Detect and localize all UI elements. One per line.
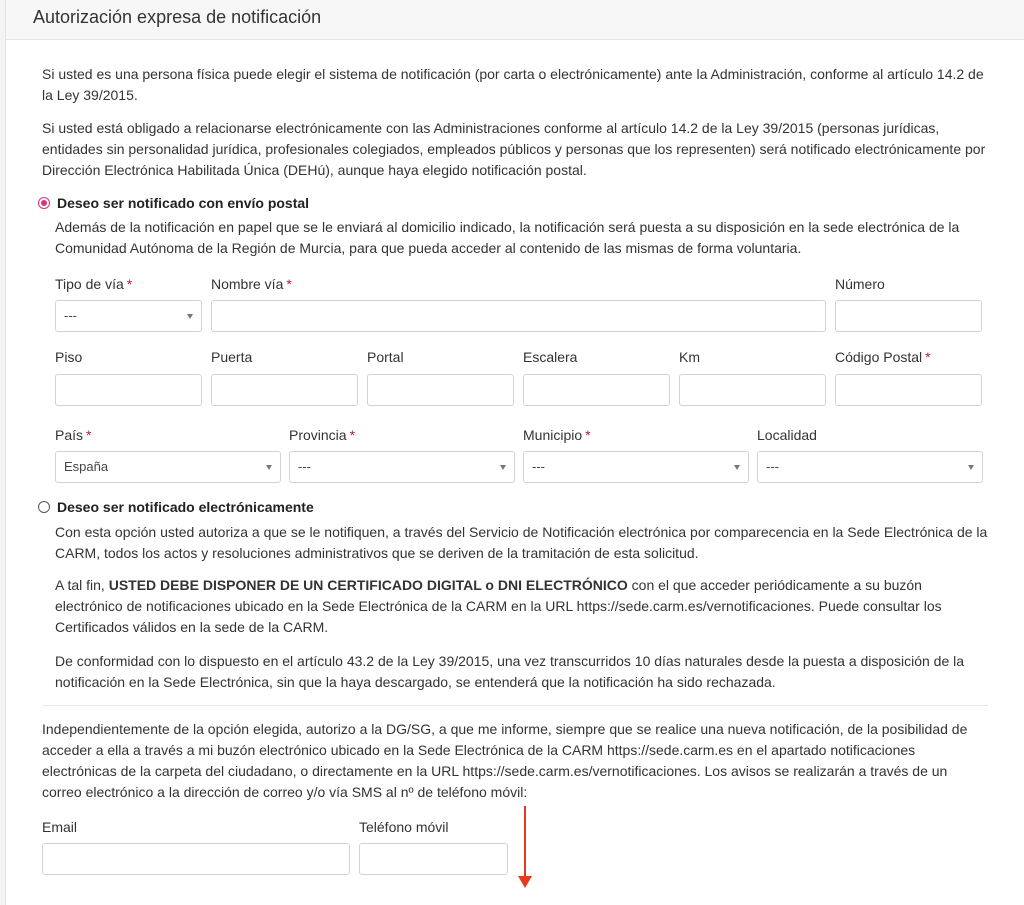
pais-label: País * (55, 427, 92, 443)
electronic-option-label: Deseo ser notificado electrónicamente (57, 499, 314, 515)
piso-label: Piso (55, 349, 83, 365)
postal-radio[interactable] (38, 197, 50, 209)
certificate-warning: USTED DEBE DISPONER DE UN CERTIFICADO DIGITAL o DNI ELECTRÓNICO (108, 577, 628, 593)
electronic-option[interactable] (38, 499, 314, 515)
page-title: Autorización expresa de notificación (33, 7, 322, 27)
municipio-select[interactable] (523, 451, 749, 483)
codigo-postal-label: Código Postal * (835, 349, 931, 365)
puerta-label: Puerta (211, 349, 253, 365)
divider (42, 705, 988, 706)
numero-input[interactable] (835, 300, 982, 332)
caret-down-icon (968, 465, 974, 470)
required-mark: * (585, 427, 591, 443)
provincia-select[interactable] (289, 451, 515, 483)
pais-select[interactable] (55, 451, 281, 483)
nombre-via-label: Nombre vía * (211, 276, 292, 292)
portal-label: Portal (367, 349, 404, 365)
email-label: Email (42, 819, 78, 835)
required-mark: * (86, 427, 92, 443)
aviso-paragraph: Independientemente de la opción elegida, autorizo a la DG/SG, a que me informe, siempre que se realice una nueva notificación, de la posibilidad de acceder a ella a través a mi buzón electrónico ubicado en la Sede Electrónica de la CARM https://sede.carm.es en el apartado notificaciones electrónicas de la carpeta del ciudadano, o directamente en la URL https://sede.carm.es/vernotificaciones. Los avisos se realizarán a través de un correo electrónico a la dirección de correo y/o vía SMS al nº de teléfono móvil: (42, 721, 968, 800)
municipio-label: Municipio * (523, 427, 591, 443)
localidad-select[interactable] (757, 451, 983, 483)
required-mark: * (286, 276, 292, 292)
municipio-value: --- (532, 459, 545, 474)
red-arrow-down-icon (524, 806, 526, 878)
km-input[interactable] (679, 374, 826, 406)
caret-down-icon (734, 465, 740, 470)
required-mark: * (126, 276, 133, 292)
electronic-paragraph-3: De conformidad con lo dispuesto en el artículo 43.2 de la Ley 39/2015, una vez transcurridos 10 días naturales desde la puesta a disposición de la notificación en la Sede Electrónica, sin que la haya descargado, se entenderá que la notificación ha sido rechazada. (55, 653, 965, 690)
postal-description: Además de la notificación en papel que se le enviará al domicilio indicado, la notificación será puesta a su disposición en la sede electrónica de la Comunidad Autónoma de la Región de Murcia, para que pueda acceder al contenido de las mismas de forma voluntaria. (55, 219, 960, 256)
notification-panel (5, 0, 1024, 905)
codigo-postal-input[interactable] (835, 374, 982, 406)
intro-paragraph-1: Si usted es una persona física puede elegir el sistema de notificación (por carta o electrónicamente) ante la Administración, conforme al artículo 14.2 de la Ley 39/2015. (42, 66, 984, 103)
red-arrow-head-icon (518, 876, 532, 888)
required-mark: * (349, 427, 356, 443)
caret-down-icon (500, 465, 506, 470)
pais-value: España (64, 459, 109, 474)
panel-header (6, 0, 1024, 40)
nombre-via-input[interactable] (211, 300, 826, 332)
telefono-input[interactable] (359, 843, 508, 875)
tipo-via-label: Tipo de vía * (55, 276, 133, 292)
portal-input[interactable] (367, 374, 514, 406)
tipo-via-value: --- (64, 308, 77, 323)
puerta-input[interactable] (211, 374, 358, 406)
postal-option[interactable] (38, 195, 309, 211)
caret-down-icon (266, 465, 272, 470)
km-label: Km (679, 349, 700, 365)
escalera-input[interactable] (523, 374, 670, 406)
intro-paragraph-2: Si usted está obligado a relacionarse electrónicamente con las Administraciones conforme al artículo 14.2 de la Ley 39/2015 (personas jurídicas, entidades sin personalidad jurídica, profesionales colegiados, empleados públicos y personas que los representen) será notificado electrónicamente por Dirección Electrónica Habilitada Única (DEHú), aunque haya elegido notificación postal. (42, 120, 986, 178)
electronic-paragraph-1: Con esta opción usted autoriza a que se le notifiquen, a través del Servicio de Notificación electrónica por comparecencia en la Sede Electrónica de la CARM, todos los actos y resoluciones administrativos que se deriven de la tramitación de esta solicitud. (55, 524, 988, 561)
required-mark: * (925, 349, 931, 365)
piso-input[interactable] (55, 374, 202, 406)
tipo-via-select[interactable] (55, 300, 202, 332)
provincia-label: Provincia * (289, 427, 356, 443)
email-input[interactable] (42, 843, 350, 875)
postal-option-label: Deseo ser notificado con envío postal (57, 195, 310, 211)
electronic-paragraph-2: A tal fin, USTED DEBE DISPONER DE UN CERTIFICADO DIGITAL o DNI ELECTRÓNICO con el que acceder periódicamente a su buzón electrónico de notificaciones ubicado en la Sede Electrónica de la CARM en la URL https://sede.carm.es/vernotificaciones. Puede consultar los Certificados válidos en la sede de la CARM. (55, 577, 942, 635)
provincia-value: --- (298, 459, 311, 474)
telefono-label: Teléfono móvil (359, 819, 449, 835)
escalera-label: Escalera (523, 349, 578, 365)
localidad-label: Localidad (757, 427, 817, 443)
electronic-radio[interactable] (38, 501, 50, 513)
numero-label: Número (835, 276, 885, 292)
caret-down-icon (187, 314, 193, 319)
localidad-value: --- (766, 459, 779, 474)
